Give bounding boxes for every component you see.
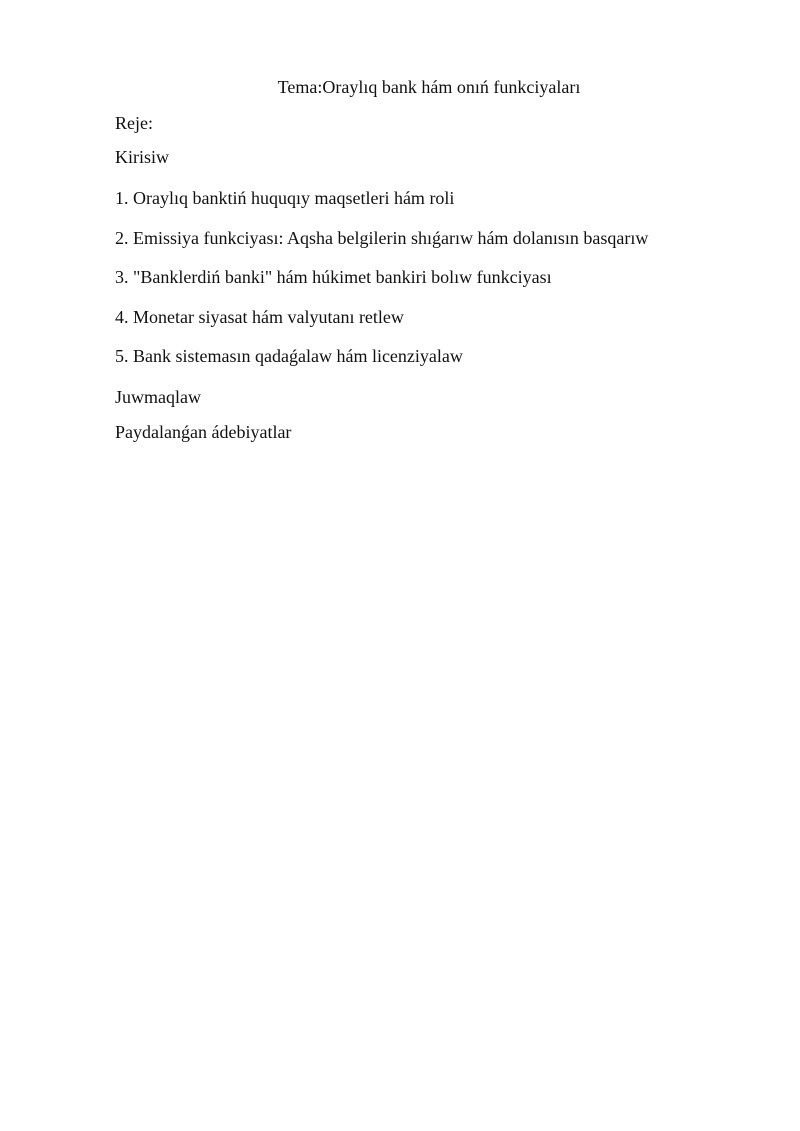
plan-item: 3. "Banklerdiń banki" hám húkimet bankiri bolıw funkciyası (115, 267, 552, 287)
plan-label: Reje: (115, 113, 153, 133)
plan-item: 4. Monetar siyasat hám valyutanı retlew (115, 307, 404, 327)
conclusion-heading: Juwmaqlaw (115, 387, 201, 407)
plan-item: 1. Oraylıq banktiń huquqıy maqsetleri hám roli (115, 188, 455, 208)
document-title: Tema:Oraylıq bank hám onıń funkciyaları (277, 77, 581, 97)
references-heading: Paydalanǵan ádebiyatlar (115, 422, 292, 442)
plan-item: 2. Emissiya funkciyası: Aqsha belgilerin shıǵarıw hám dolanısın basqarıw (115, 228, 649, 248)
intro-heading: Kirisiw (115, 147, 169, 167)
plan-item: 5. Bank sistemasın qadaǵalaw hám licenziyalaw (115, 346, 463, 366)
